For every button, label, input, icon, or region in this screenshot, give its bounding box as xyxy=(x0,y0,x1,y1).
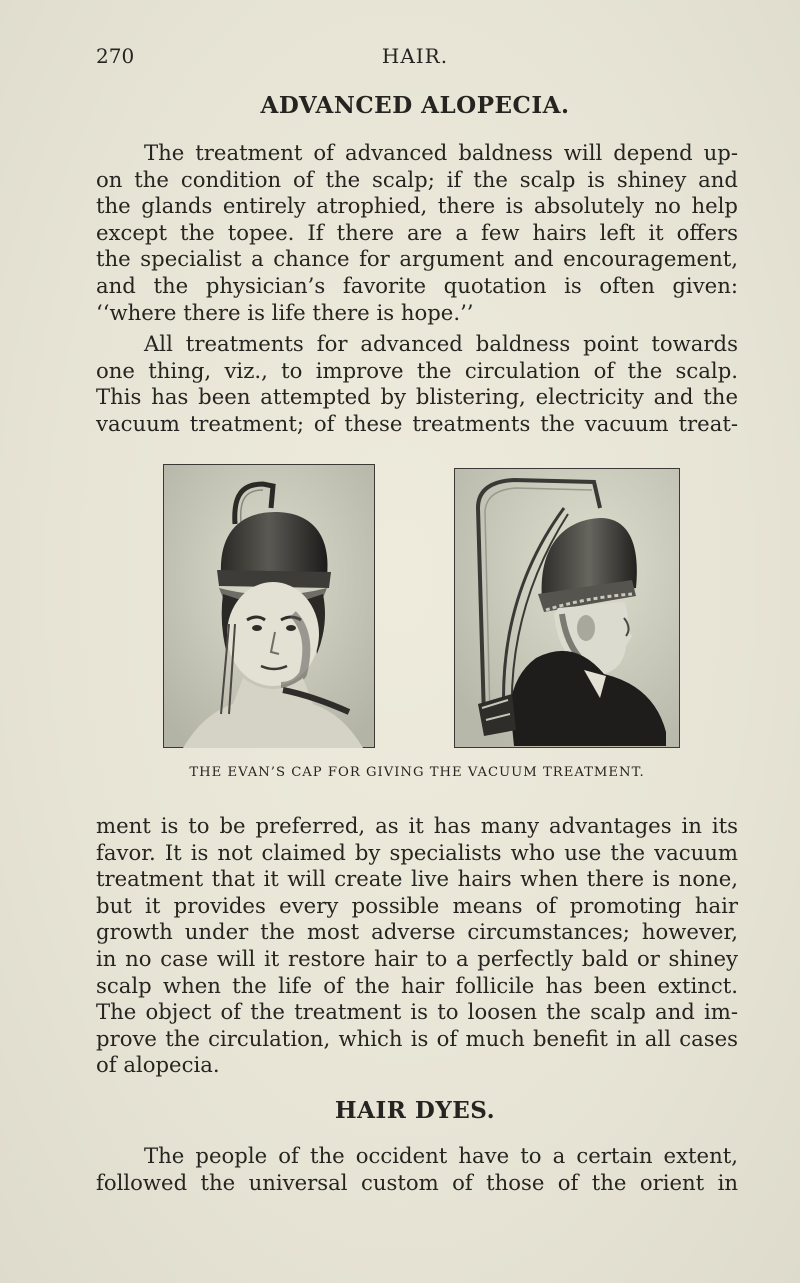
text-line: one thing, viz., to improve the circulation of the scalp. xyxy=(96,357,738,383)
running-header xyxy=(96,44,734,76)
text-line: scalp when the life of the hair follicile has been extinct. xyxy=(96,972,738,998)
man-vacuum-cap-illustration xyxy=(454,468,680,748)
text-line: ‘‘where there is life there is hope.’’ xyxy=(96,299,474,325)
figure-caption: THE EVAN’S CAP FOR GIVING THE VACUUM TREATMENT. xyxy=(189,765,645,780)
paragraph-treatments xyxy=(96,331,738,437)
running-title: HAIR. xyxy=(381,44,449,68)
text-line: followed the universal custom of those of the orient in xyxy=(96,1169,738,1195)
section-heading-advanced-alopecia: ADVANCED ALOPECIA. xyxy=(260,92,570,119)
woman-vacuum-cap-illustration xyxy=(163,464,375,748)
text-line: growth under the most adverse circumstances; however, xyxy=(96,919,738,945)
text-line: on the condition of the scalp; if the scalp is shiney and xyxy=(96,166,738,192)
text-line: except the topee. If there are a few hairs left it offers xyxy=(96,219,738,245)
text-line: the specialist a chance for argument and encouragement, xyxy=(96,246,738,272)
section-heading-hair-dyes: HAIR DYES. xyxy=(334,1097,496,1124)
paragraph-advanced-baldness xyxy=(96,140,738,326)
text-line: prove the circulation, which is of much benefit in all cases xyxy=(96,1025,738,1051)
paragraph-vacuum-treatment xyxy=(96,813,738,1079)
text-line: ment is to be preferred, as it has many advantages in its xyxy=(96,813,738,838)
text-line: vacuum treatment; of these treatments the vacuum treat- xyxy=(96,410,738,436)
text-line: All treatments for advanced baldness point towards xyxy=(144,331,738,356)
text-line: treatment that it will create live hairs when there is none, xyxy=(96,866,738,892)
page-number: 270 xyxy=(96,44,135,68)
paragraph-hair-dyes xyxy=(96,1143,738,1196)
text-line: favor. It is not claimed by specialists who use the vacuum xyxy=(96,839,738,865)
text-line: in no case will it restore hair to a perfectly bald or shiney xyxy=(96,945,738,971)
text-line: and the physician’s favorite quotation is often given: xyxy=(96,272,738,298)
text-line: The treatment of advanced baldness will depend up- xyxy=(144,140,738,165)
text-line: the glands entirely atrophied, there is absolutely no help xyxy=(96,193,738,219)
text-line: The people of the occident have to a certain extent, xyxy=(144,1143,738,1168)
text-line: of alopecia. xyxy=(96,1052,220,1078)
text-line: The object of the treatment is to loosen the scalp and im- xyxy=(96,999,738,1025)
text-line: This has been attempted by blistering, electricity and the xyxy=(96,384,738,410)
text-line: but it provides every possible means of promoting hair xyxy=(96,892,738,918)
